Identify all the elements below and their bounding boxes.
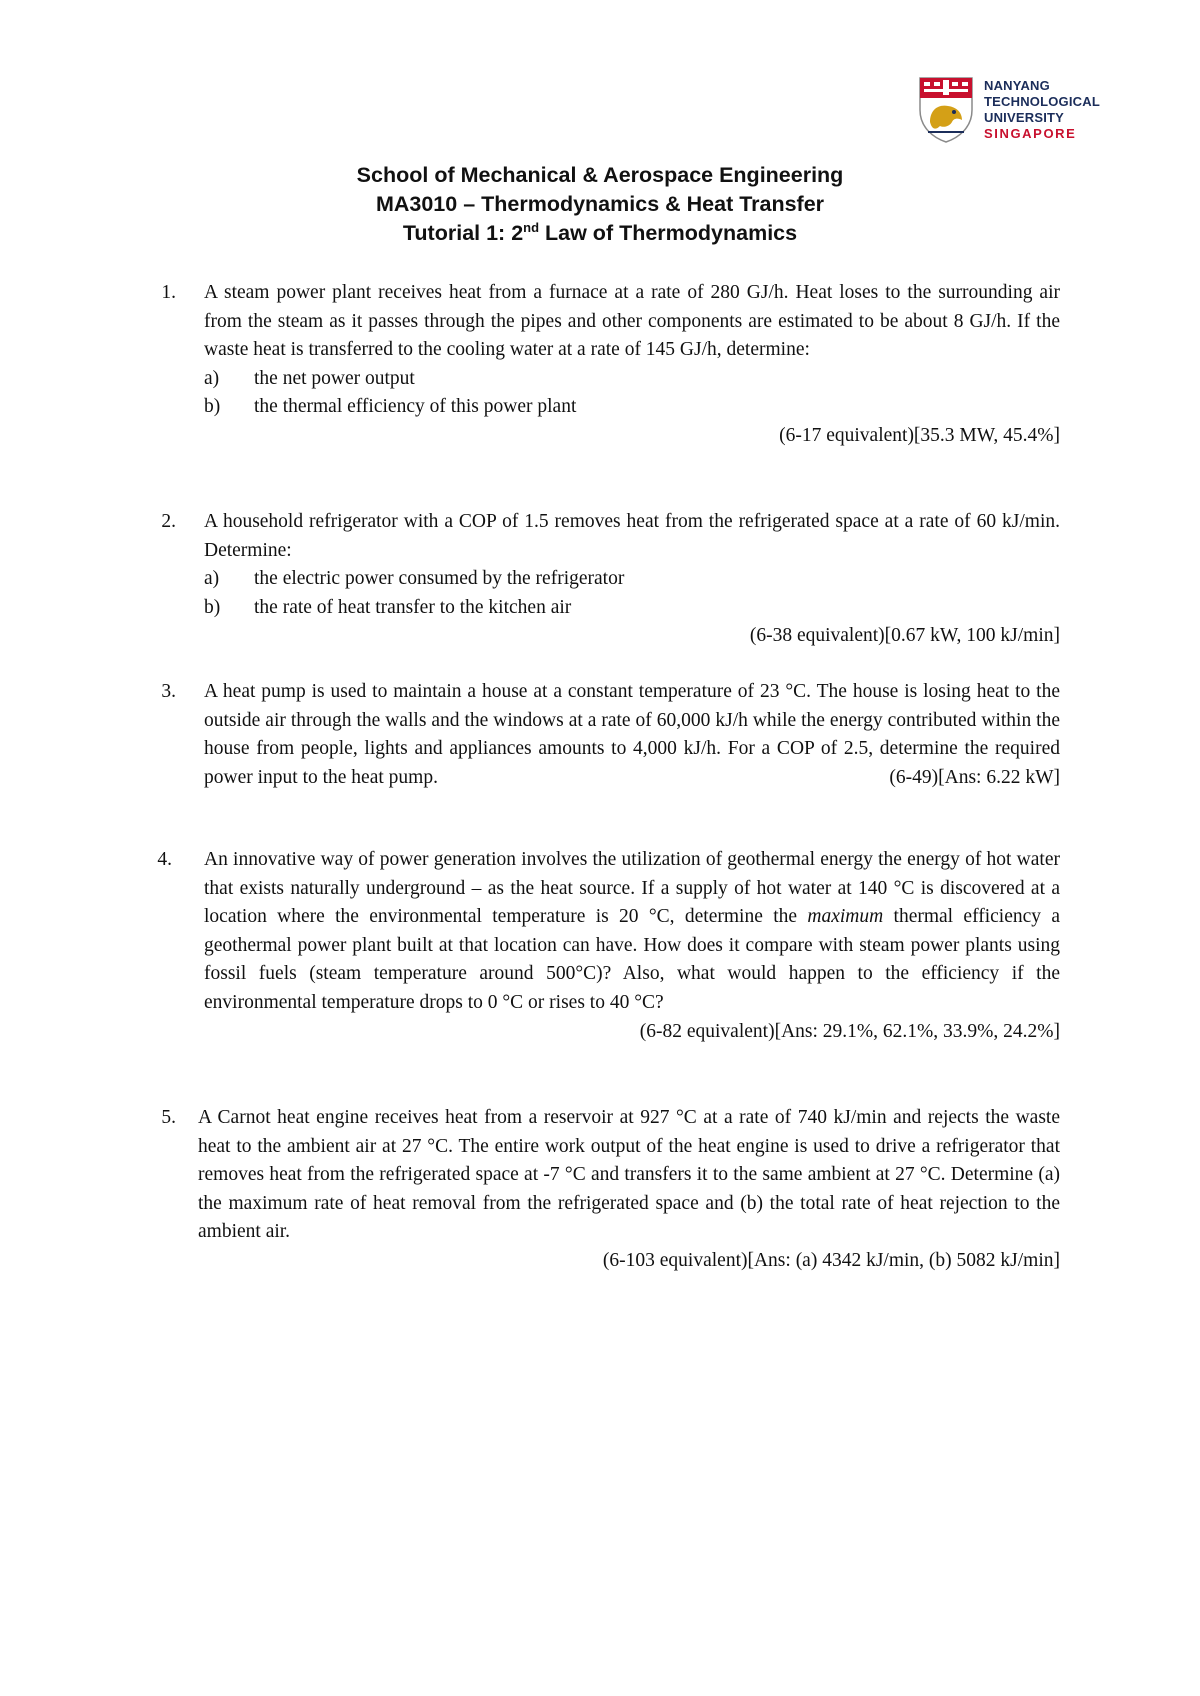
logo-line-4: SINGAPORE: [984, 126, 1077, 141]
question-answer: (6-103 equivalent)[Ans: (a) 4342 kJ/min, (b) 5082 kJ/min]: [602, 1249, 1060, 1271]
question-answer: (6-82 equivalent)[Ans: 29.1%, 62.1%, 33.9%, 24.2%]: [639, 1020, 1060, 1042]
school-title: School of Mechanical & Aerospace Engineering: [356, 163, 844, 187]
logo-line-3: UNIVERSITY: [984, 110, 1065, 125]
question-number: 1.: [161, 282, 176, 303]
question-part: b) the thermal efficiency of this power plant: [204, 396, 577, 418]
logo-line-2: TECHNOLOGICAL: [984, 94, 1100, 109]
question-text: A Carnot heat engine receives heat from a reservoir at 927 °C at a rate of 740 kJ/min and rejects the waste heat to the ambient air at 27 °C. The entire work output of the heat engine is used to drive a refrigerator that removes heat from the refrigerated space at -7 °C and transfers it to the same ambient at 27 °C. Determine (a) the maximum rate of heat removal from the refrigerated space and (b) the total rate of heat rejection to the ambient air.: [198, 1107, 1060, 1243]
logo-line-1: NANYANG: [984, 78, 1050, 93]
question-part: a) the electric power consumed by the refrigerator: [204, 568, 625, 590]
question-number: 2.: [161, 511, 176, 532]
question-text: A heat pump is used to maintain a house at a constant temperature of 23 °C. The house is losing heat to the outside air through the walls and the windows at a rate of 60,000 kJ/h while the energy contributed within the house from people, lights and appliances amounts to 4,000 kJ/h. For a COP of 2.5, determine the required power input to the heat pump. (6-49)[Ans: 6.22 kW]: [204, 678, 1060, 792]
question-answer: (6-38 equivalent)[0.67 kW, 100 kJ/min]: [749, 625, 1060, 647]
course-title: MA3010 – Thermodynamics & Heat Transfer: [375, 192, 825, 216]
question-part: a) the net power output: [204, 367, 415, 389]
document-header: [0, 161, 1200, 248]
question-number: 4.: [157, 849, 172, 870]
question-text: An innovative way of power generation involves the utilization of geothermal energy the energy of hot water that exists naturally underground – as the heat source. If a supply of hot water at 140 °C is discovered at a location where the environmental temperature is 20 °C, determine the maximum thermal efficiency a geothermal power plant built at that location can have. How does it compare with steam power plants using fossil fuels (steam temperature around 500°C)? Also, what would happen to the efficiency if the environmental temperature drops to 0 °C or rises to 40 °C?: [204, 849, 1060, 1013]
question-number: 3.: [161, 681, 176, 702]
question-text: A household refrigerator with a COP of 1.5 removes heat from the refrigerated space at a rate of 60 kJ/min. Determine:: [204, 511, 1060, 561]
question-answer: (6-49)[Ans: 6.22 kW]: [889, 766, 1060, 788]
question-number: 5.: [161, 1107, 176, 1128]
question-part: b) the rate of heat transfer to the kitchen air: [204, 596, 572, 618]
ntu-logo: [918, 74, 1108, 146]
tutorial-title: Tutorial 1: 2nd Law of Thermodynamics: [402, 220, 798, 245]
question-answer: (6-17 equivalent)[35.3 MW, 45.4%]: [779, 424, 1060, 446]
ntu-crest-icon: [918, 76, 974, 144]
question-text: A steam power plant receives heat from a furnace at a rate of 280 GJ/h. Heat loses to the surrounding air from the steam as it passes through the pipes and other components are estimated to be about 8 GJ/h. If the waste heat is transferred to the cooling water at a rate of 145 GJ/h, determine:: [204, 282, 1060, 361]
